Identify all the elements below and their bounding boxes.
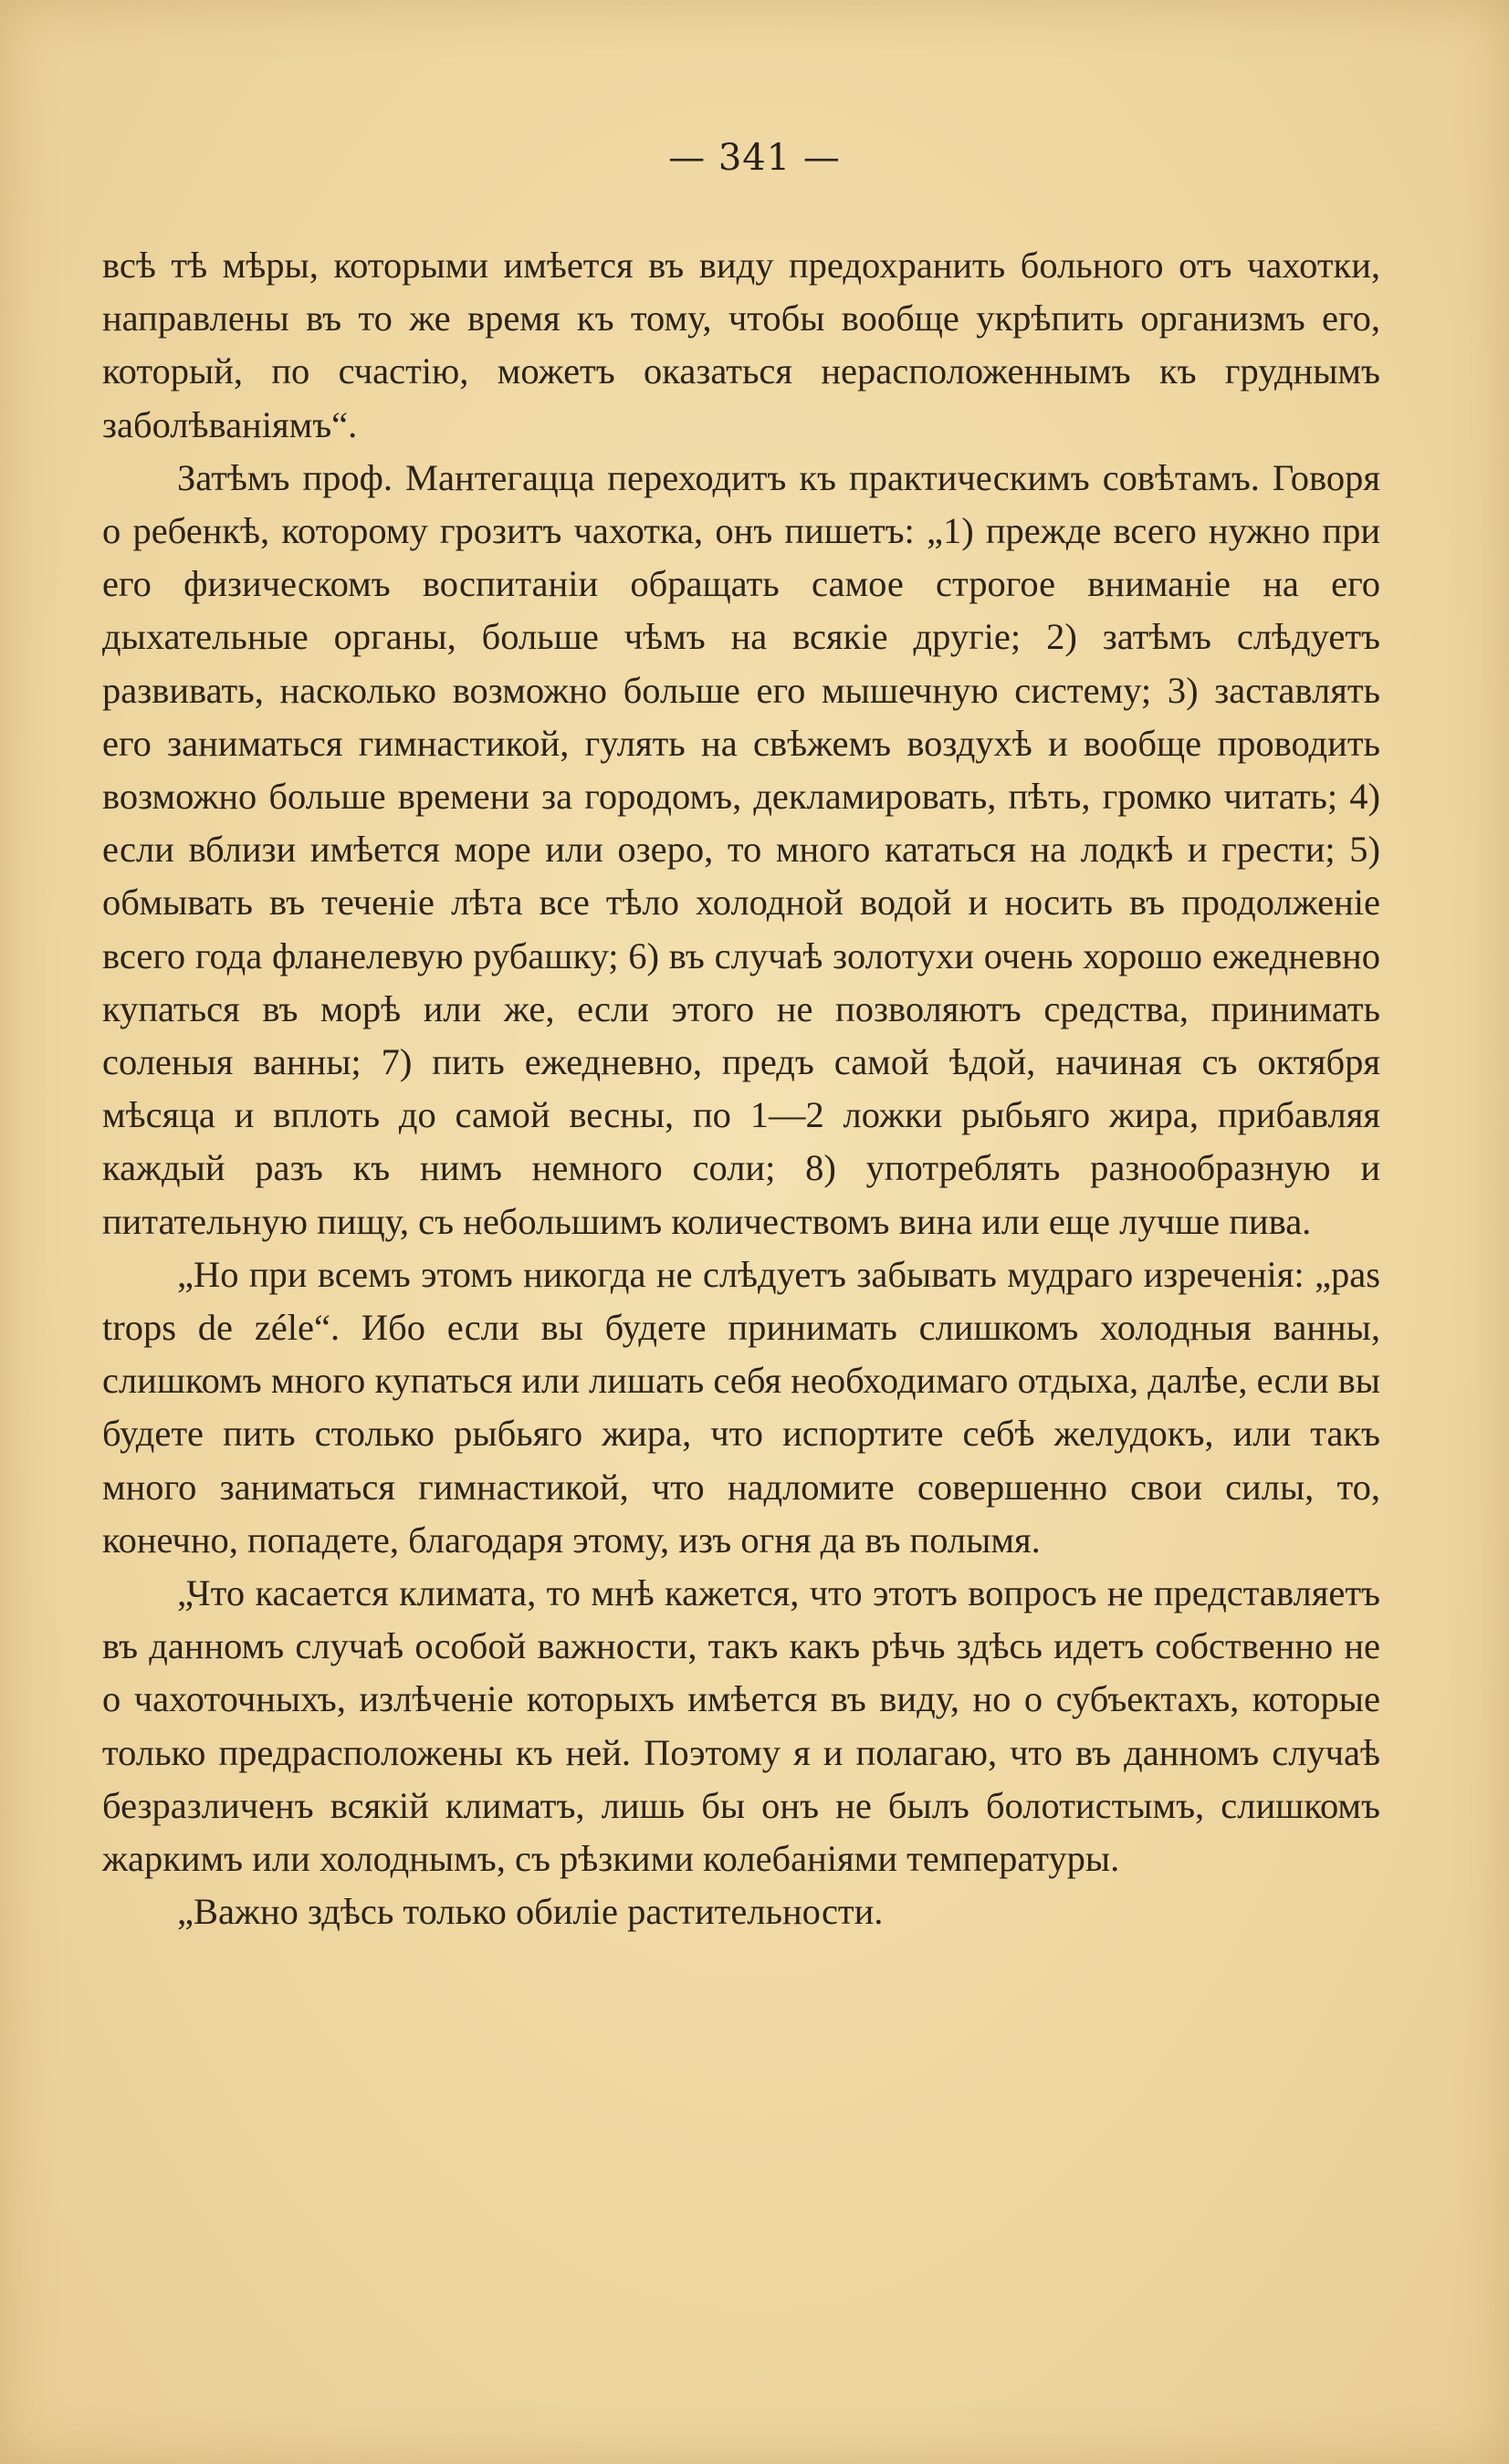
body-text — [102, 239, 1380, 1939]
paragraph-1: всѣ тѣ мѣры, которыми имѣется въ виду предохранить больного отъ чахотки, направлены въ то же время къ тому, чтобы вообще укрѣпить организмъ его, который, по счастію, можетъ оказаться нерасположеннымъ къ груднымъ заболѣваніямъ“. — [102, 245, 1380, 445]
paragraph-4: „Что касается климата, то мнѣ кажется, что этотъ вопросъ не представляетъ въ данномъ случаѣ особой важности, такъ какъ рѣчь здѣсь идетъ собственно не о чахоточныхъ, излѣченіе которыхъ имѣется въ виду, но о субъектахъ, которые только предрасположены къ ней. Поэтому я и полагаю, что въ данномъ случаѣ безразличенъ всякій климатъ, лишь бы онъ не былъ болотистымъ, слишкомъ жаркимъ или холоднымъ, съ рѣзкими колебаніями температуры. — [102, 1572, 1380, 1880]
page-number: — 341 — — [668, 137, 841, 179]
paragraph-3: „Но при всемъ этомъ никогда не слѣдуетъ забывать мудраго изреченія: „pas trops de zéle“. Ибо если вы будете принимать слишкомъ холодныя ванны, слишкомъ много купаться или лишать себя необходимаго отдыха, далѣе, если вы будете пить столько рыбьяго жира, что испортите себѣ желудокъ, или такъ много заниматься гимнастикой, что надломите совершенно свои силы, то, конечно, попадете, благодаря этому, изъ огня да въ полымя. — [102, 1253, 1380, 1561]
paragraph-5: „Важно здѣсь только обиліе растительности. — [177, 1891, 884, 1933]
paragraph-2: Затѣмъ проф. Мантегацца переходитъ къ практическимъ совѣтамъ. Говоря о ребенкѣ, которому грозитъ чахотка, онъ пишетъ: „1) прежде всего нужно при его физическомъ воспитаніи обращать самое строгое вниманіе на его дыхательные органы, больше чѣмъ на всякіе другіе; 2) затѣмъ слѣдуетъ развивать, насколько возможно больше его мышечную систему; 3) заставлять его заниматься гимнастикой, гулять на свѣжемъ воздухѣ и вообще проводить возможно больше времени за городомъ, декламировать, пѣть, громко читать; 4) если вблизи имѣется море или озеро, то много кататься на лодкѣ и грести; 5) обмывать въ теченіе лѣта все тѣло холодной водой и носить въ продолженіе всего года фланелевую рубашку; 6) въ случаѣ золотухи очень хорошо ежедневно купаться въ морѣ или же, если этого не позволяютъ средства, принимать соленыя ванны; 7) пить ежедневно, предъ самой ѣдой, начиная съ октября мѣсяца и вплоть до самой весны, по 1—2 ложки рыбьяго жира, прибавляя каждый разъ къ нимъ немного соли; 8) употреблять разнообразную и питательную пищу, съ небольшимъ количествомъ вина или еще лучше пива. — [102, 456, 1380, 1242]
